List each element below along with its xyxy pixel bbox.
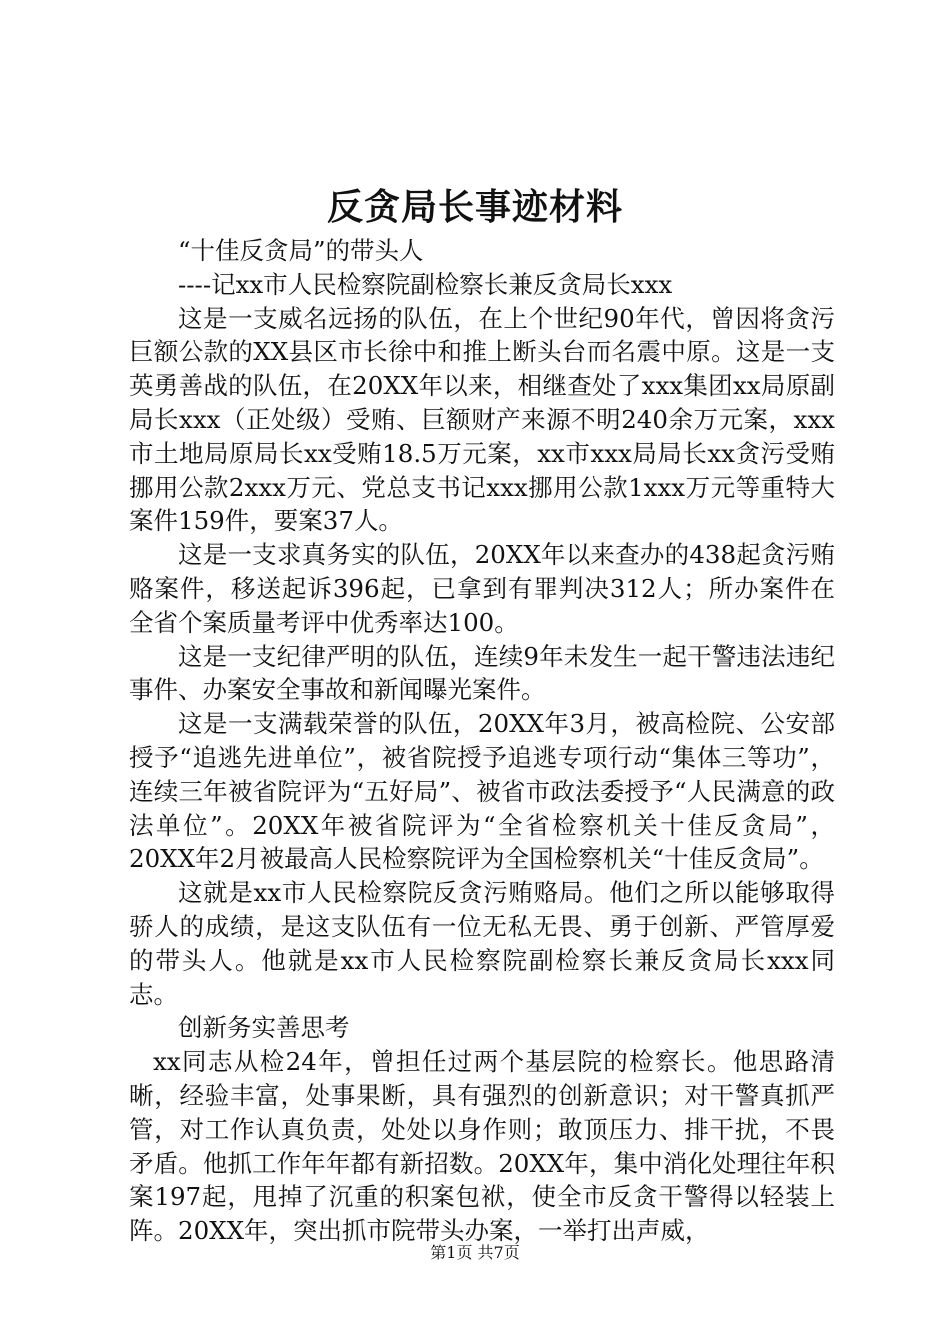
body-paragraph: 这是一支纪律严明的队伍，连续9年未发生一起干警违法违纪事件、办案安全事故和新闻曝光案件。	[129, 641, 835, 705]
subtitle: “十佳反贪局”的带头人	[178, 236, 424, 265]
document-title: 反贪局长事迹材料	[326, 186, 623, 228]
byline: ----记xx市人民检察院副检察长兼反贪局长xxx	[178, 269, 673, 299]
body-paragraph: 这是一支满载荣誉的队伍，20XX年3月，被高检院、公安部授予“追逃先进单位”，被省院授予追逃专项行动“集体三等功”，连续三年被省院评为“五好局”、被省市政法委授予“人民满意的政法单位”。20XX年被省院评为“全省检察机关十佳反贪局”，20XX年2月被最高人民检察院评为全国检察机关“十佳反贪局”。	[129, 709, 835, 874]
section-heading: 创新务实善思考	[178, 1013, 350, 1043]
body-paragraph: xx同志从检24年，曾担任过两个基层院的检察长。他思路清晰，经验丰富，处事果断，具有强烈的创新意识；对干警真抓严管，对工作认真负责，处处以身作则；敢顶压力、排干扰，不畏矛盾。他抓工作年年都有新招数。20XX年，集中消化处理往年积案197起，甩掉了沉重的积案包袱，使全市反贪干警得以轻装上阵。20XX年，突出抓市院带头办案，一举打出声威，	[129, 1047, 835, 1246]
page-number-footer: 第1页 共7页	[430, 1243, 520, 1262]
body-paragraph: 这是一支求真务实的队伍，20XX年以来查办的438起贪污贿赂案件，移送起诉396起，已拿到有罪判决312人；所办案件在全省个案质量考评中优秀率达100。	[129, 540, 835, 637]
document-body	[129, 234, 835, 1248]
body-paragraph: 这就是xx市人民检察院反贪污贿赂局。他们之所以能够取得骄人的成绩，是这支队伍有一位无私无畏、勇于创新、严管厚爱的带头人。他就是xx市人民检察院副检察长兼反贪局长xxx同志。	[129, 878, 835, 1009]
body-paragraph: 这是一支威名远扬的队伍，在上个世纪90年代，曾因将贪污巨额公款的XX县区市长徐中和推上断头台而名震中原。这是一支英勇善战的队伍，在20XX年以来，相继查处了xxx集团xx局原副局长xxx（正处级）受贿、巨额财产来源不明240余万元案，xxx市土地局原局长xx受贿18.5万元案，xx市xxx局局长xx贪污受贿挪用公款2xxx万元、党总支书记xxx挪用公款1xxx万元等重特大案件159件，要案37人。	[129, 303, 835, 536]
